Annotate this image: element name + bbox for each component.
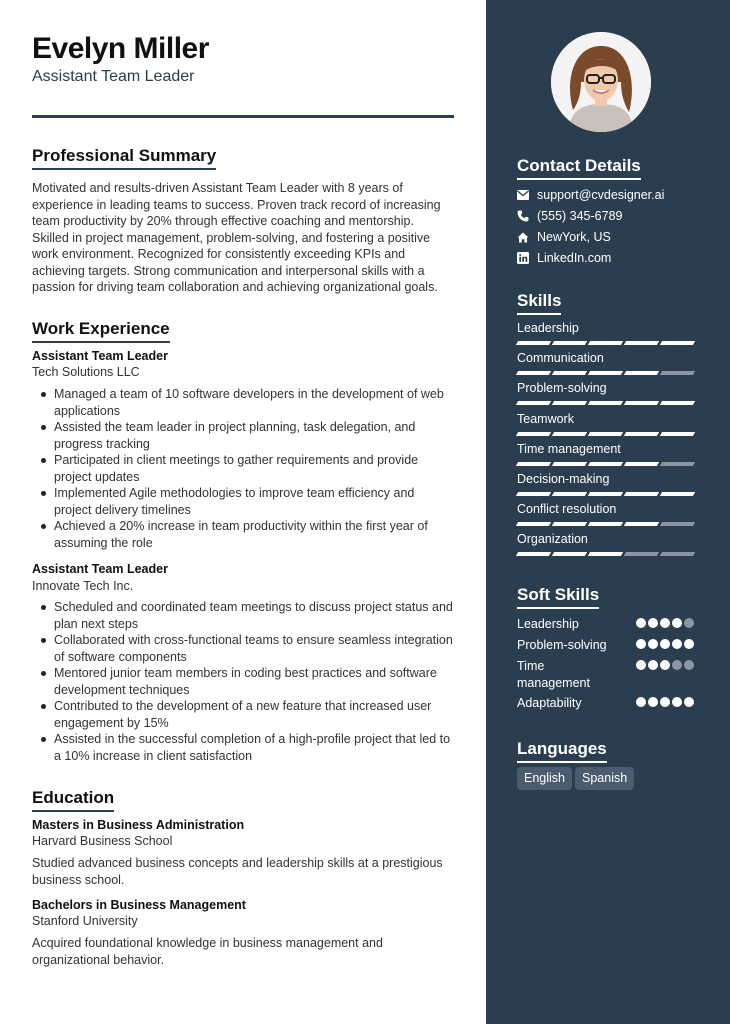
skill-level-segment (552, 522, 587, 526)
skill-level-segment (624, 522, 659, 526)
envelope-icon (517, 190, 537, 200)
rating-dot (684, 660, 694, 670)
skill-level-bar (517, 462, 697, 466)
skill-level-segment (516, 401, 551, 405)
skill-level-segment (552, 552, 587, 556)
rating-dot (684, 618, 694, 628)
summary-text: Motivated and results-driven Assistant Team Leader with 8 years of experience in leading teams to success. Proven track record of increasing team productivity by 20% through effective coaching and mentorship. Skilled in project management, problem-solving, and fostering a positive work environment. Recognized for consistently exceeding KPIs and achieving targets. Strong communication and interpersonal skills with a passion for driving team collaboration and achieving organizational goals. (32, 181, 441, 294)
job-bullets (32, 599, 454, 764)
skill-level-segment (660, 371, 695, 375)
skill-name: Time management (517, 441, 621, 456)
language-chip: Spanish (575, 767, 634, 790)
rating-dot (636, 618, 646, 628)
skill-level-segment (588, 401, 623, 405)
rating-dot (672, 639, 682, 649)
list-item: Mentored junior team members in coding best practices and software development techniques (32, 665, 454, 698)
rating-dot (636, 639, 646, 649)
skill-level-segment (624, 371, 659, 375)
contact-heading: Contact Details (517, 156, 641, 180)
contact-phone[interactable] (517, 209, 622, 223)
contact-email[interactable] (517, 188, 664, 202)
degree-title: Bachelors in Business Management (32, 898, 246, 912)
education-description: Acquired foundational knowledge in business management and organizational behavior. (32, 936, 383, 967)
rating-dot (636, 660, 646, 670)
soft-skills-heading: Soft Skills (517, 585, 599, 609)
list-item: Contributed to the development of a new feature that increased user engagement by 15% (32, 698, 454, 731)
soft-skill-rating (636, 639, 696, 649)
soft-skill-name: Time management (517, 659, 590, 690)
skill-name: Problem-solving (517, 381, 607, 396)
soft-skill-rating (636, 660, 696, 670)
skill-level-bar (517, 341, 697, 345)
skill-level-segment (588, 522, 623, 526)
job-company: Innovate Tech Inc. (32, 579, 134, 593)
school-name: Harvard Business School (32, 834, 173, 848)
contact-linkedin[interactable] (517, 251, 611, 265)
skill-name: Conflict resolution (517, 502, 617, 517)
skill-name: Organization (517, 532, 588, 547)
soft-skill-name: Problem-solving (517, 638, 607, 652)
skill-level-segment (660, 492, 695, 496)
header-divider (32, 115, 454, 118)
rating-dot (660, 618, 670, 628)
job-bullets (32, 386, 454, 551)
rating-dot (648, 639, 658, 649)
home-icon (517, 232, 537, 243)
list-item: Achieved a 20% increase in team productivity within the first year of assuming the role (32, 518, 454, 551)
avatar-portrait-icon (551, 32, 651, 132)
candidate-title: Assistant Team Leader (32, 68, 195, 85)
skill-level-segment (516, 552, 551, 556)
school-name: Stanford University (32, 914, 138, 928)
soft-skill-rating (636, 697, 696, 707)
skill-level-bar (517, 492, 697, 496)
list-item: Implemented Agile methodologies to improve team efficiency and project delivery timelines (32, 485, 454, 518)
location-text: NewYork, US (537, 230, 611, 244)
soft-skill-name: Adaptability (517, 696, 582, 710)
skill-level-bar (517, 522, 697, 526)
job-title: Assistant Team Leader (32, 349, 168, 363)
list-item: Managed a team of 10 software developers in the development of web applications (32, 386, 454, 419)
skill-level-segment (552, 341, 587, 345)
rating-dot (660, 639, 670, 649)
email-text: support@cvdesigner.ai (537, 188, 665, 202)
linkedin-icon (517, 252, 537, 264)
soft-skill-rating (636, 618, 696, 628)
skill-level-segment (588, 432, 623, 436)
experience-heading: Work Experience (32, 319, 170, 343)
rating-dot (672, 697, 682, 707)
skill-level-segment (624, 432, 659, 436)
list-item: Assisted the team leader in project planning, task delegation, and progress tracking (32, 419, 454, 452)
skill-level-segment (516, 432, 551, 436)
skill-level-segment (660, 432, 695, 436)
job-company: Tech Solutions LLC (32, 365, 140, 379)
skill-level-segment (660, 401, 695, 405)
languages-heading: Languages (517, 739, 607, 763)
rating-dot (648, 660, 658, 670)
skill-level-segment (588, 462, 623, 466)
skill-name: Leadership (517, 321, 579, 335)
rating-dot (648, 697, 658, 707)
skills-heading: Skills (517, 291, 561, 315)
skill-level-bar (517, 432, 697, 436)
skill-level-segment (660, 552, 695, 556)
degree-title: Masters in Business Administration (32, 818, 245, 832)
skill-level-bar (517, 401, 697, 405)
phone-text: (555) 345-6789 (537, 209, 623, 223)
skill-level-segment (624, 401, 659, 405)
list-item: Assisted in the successful completion of a high-profile project that led to a 10% increase in client satisfaction (32, 731, 454, 764)
rating-dot (648, 618, 658, 628)
phone-icon (517, 210, 537, 222)
skill-level-segment (552, 371, 587, 375)
skill-level-segment (516, 492, 551, 496)
skill-level-segment (516, 522, 551, 526)
skill-level-segment (588, 492, 623, 496)
list-item: Participated in client meetings to gather requirements and provide project updates (32, 452, 454, 485)
education-description: Studied advanced business concepts and leadership skills at a prestigious business school. (32, 856, 443, 887)
skill-level-segment (516, 341, 551, 345)
skill-level-segment (660, 341, 695, 345)
avatar (551, 32, 651, 132)
rating-dot (672, 618, 682, 628)
skill-name: Decision-making (517, 472, 610, 486)
rating-dot (684, 697, 694, 707)
skill-level-segment (588, 341, 623, 345)
skill-level-segment (552, 432, 587, 436)
skill-level-segment (516, 371, 551, 375)
skill-level-segment (660, 462, 695, 466)
language-chip: English (517, 767, 572, 790)
soft-skill-name: Leadership (517, 617, 579, 631)
rating-dot (636, 697, 646, 707)
candidate-name: Evelyn Miller (32, 32, 209, 65)
skill-level-segment (516, 462, 551, 466)
list-item: Collaborated with cross-functional teams to ensure seamless integration of software components (32, 632, 454, 665)
skill-level-segment (552, 401, 587, 405)
skill-name: Teamwork (517, 411, 574, 426)
skill-level-segment (624, 341, 659, 345)
skill-level-segment (588, 371, 623, 375)
job-title: Assistant Team Leader (32, 562, 168, 576)
rating-dot (660, 660, 670, 670)
skill-level-segment (660, 522, 695, 526)
education-heading: Education (32, 788, 114, 812)
summary-heading: Professional Summary (32, 146, 216, 170)
skill-level-segment (588, 552, 623, 556)
rating-dot (672, 660, 682, 670)
skill-level-segment (624, 462, 659, 466)
skill-level-segment (624, 552, 659, 556)
skill-level-segment (552, 462, 587, 466)
list-item: Scheduled and coordinated team meetings to discuss project status and plan next steps (32, 599, 454, 632)
skill-level-bar (517, 371, 697, 375)
skill-level-segment (624, 492, 659, 496)
rating-dot (684, 639, 694, 649)
rating-dot (660, 697, 670, 707)
linkedin-text: LinkedIn.com (537, 251, 612, 265)
skill-level-segment (552, 492, 587, 496)
skill-name: Communication (517, 351, 604, 366)
skill-level-bar (517, 552, 697, 556)
contact-location (517, 230, 611, 244)
